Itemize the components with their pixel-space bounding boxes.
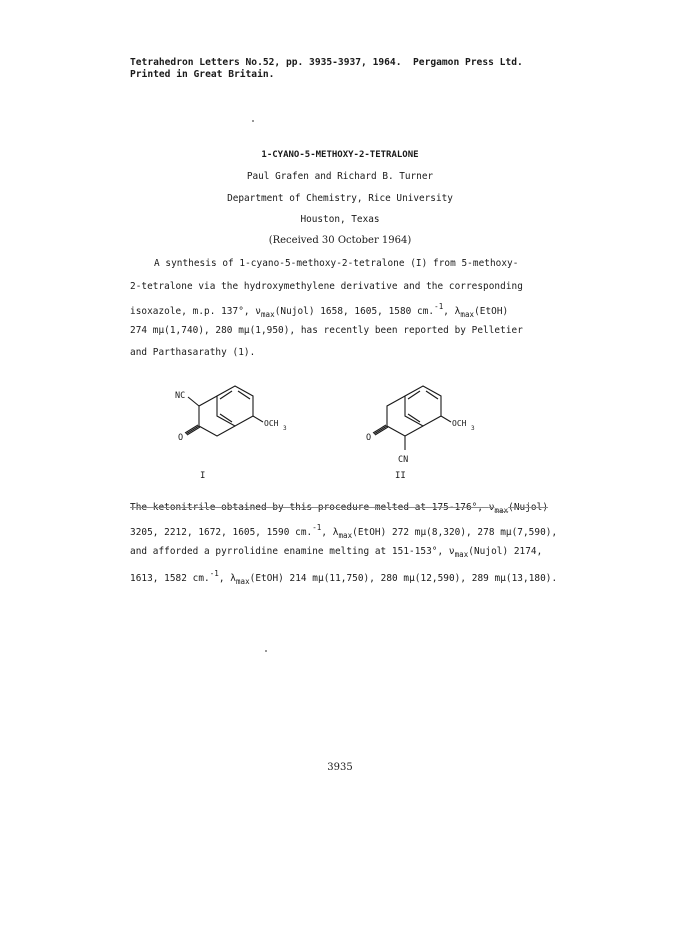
para1-line5: and Parthasarathy (1). xyxy=(130,347,256,358)
speck-mark xyxy=(252,120,254,122)
structure-II xyxy=(363,378,493,488)
paper-title: 1-CYANO-5-METHOXY-2-TETRALONE xyxy=(261,150,419,160)
para2-line4: 1613, 1582 cm.$^{-1}$, $\lambda_{max}(EtOH)$ 214 mμ(11,750), 280 mμ(12,590), 289 mμ(13,180). xyxy=(130,569,558,586)
svg-text:CN: CN xyxy=(398,455,409,465)
para2-line2: 3205, 2212, 1672, 1605, 1590 cm.$^{-1}$, $\lambda_{max}(EtOH)$ 272 mμ(8,320), 278 mμ(7,590), xyxy=(130,523,558,540)
speck-mark xyxy=(265,650,267,652)
svg-text:O: O xyxy=(178,433,184,443)
svg-text:II: II xyxy=(395,471,406,481)
svg-text:NC: NC xyxy=(175,391,186,401)
svg-text:O: O xyxy=(366,433,372,443)
para2-line3: and afforded a pyrrolidine enamine melting at 151-153°, $\nu_{max}(Nujol)$ 2174, xyxy=(130,546,543,559)
svg-text:I: I xyxy=(200,471,206,481)
received-date: (Received 30 October 1964) xyxy=(268,235,412,246)
location: Houston, Texas xyxy=(300,214,380,225)
para2-line1: The ketonitrile obtained by this procedure melted at 175-176°, $\nu_{max}(Nujol)$ xyxy=(130,502,549,515)
journal-header xyxy=(130,57,523,81)
svg-text:OCH: OCH xyxy=(264,419,279,428)
para1-line3: isoxazole, m.p. 137°, $\nu_{max}(Nujol)$ 1658, 1605, 1580 cm.$^{-1}$, $\lambda_{max}(EtOH)$ xyxy=(130,302,509,319)
journal-header-line2: Printed in Great Britain. xyxy=(130,69,275,80)
structure-I xyxy=(170,378,300,488)
para1-line4: 274 mμ(1,740), 280 mμ(1,950), has recently been reported by Pelletier xyxy=(130,325,523,336)
journal-header-line1: Tetrahedron Letters No.52, pp. 3935-3937, 1964. Pergamon Press Ltd. xyxy=(130,57,523,68)
svg-text:3: 3 xyxy=(471,425,475,432)
svg-text:3: 3 xyxy=(283,425,287,432)
affiliation: Department of Chemistry, Rice University xyxy=(227,193,453,204)
para1-line1: A synthesis of 1-cyano-5-methoxy-2-tetralone (I) from 5-methoxy- xyxy=(154,258,519,269)
svg-text:OCH: OCH xyxy=(452,419,467,428)
para1-line2: 2-tetralone via the hydroxymethylene derivative and the corresponding xyxy=(130,281,523,292)
authors: Paul Grafen and Richard B. Turner xyxy=(246,171,434,182)
page-number: 3935 xyxy=(327,762,353,773)
